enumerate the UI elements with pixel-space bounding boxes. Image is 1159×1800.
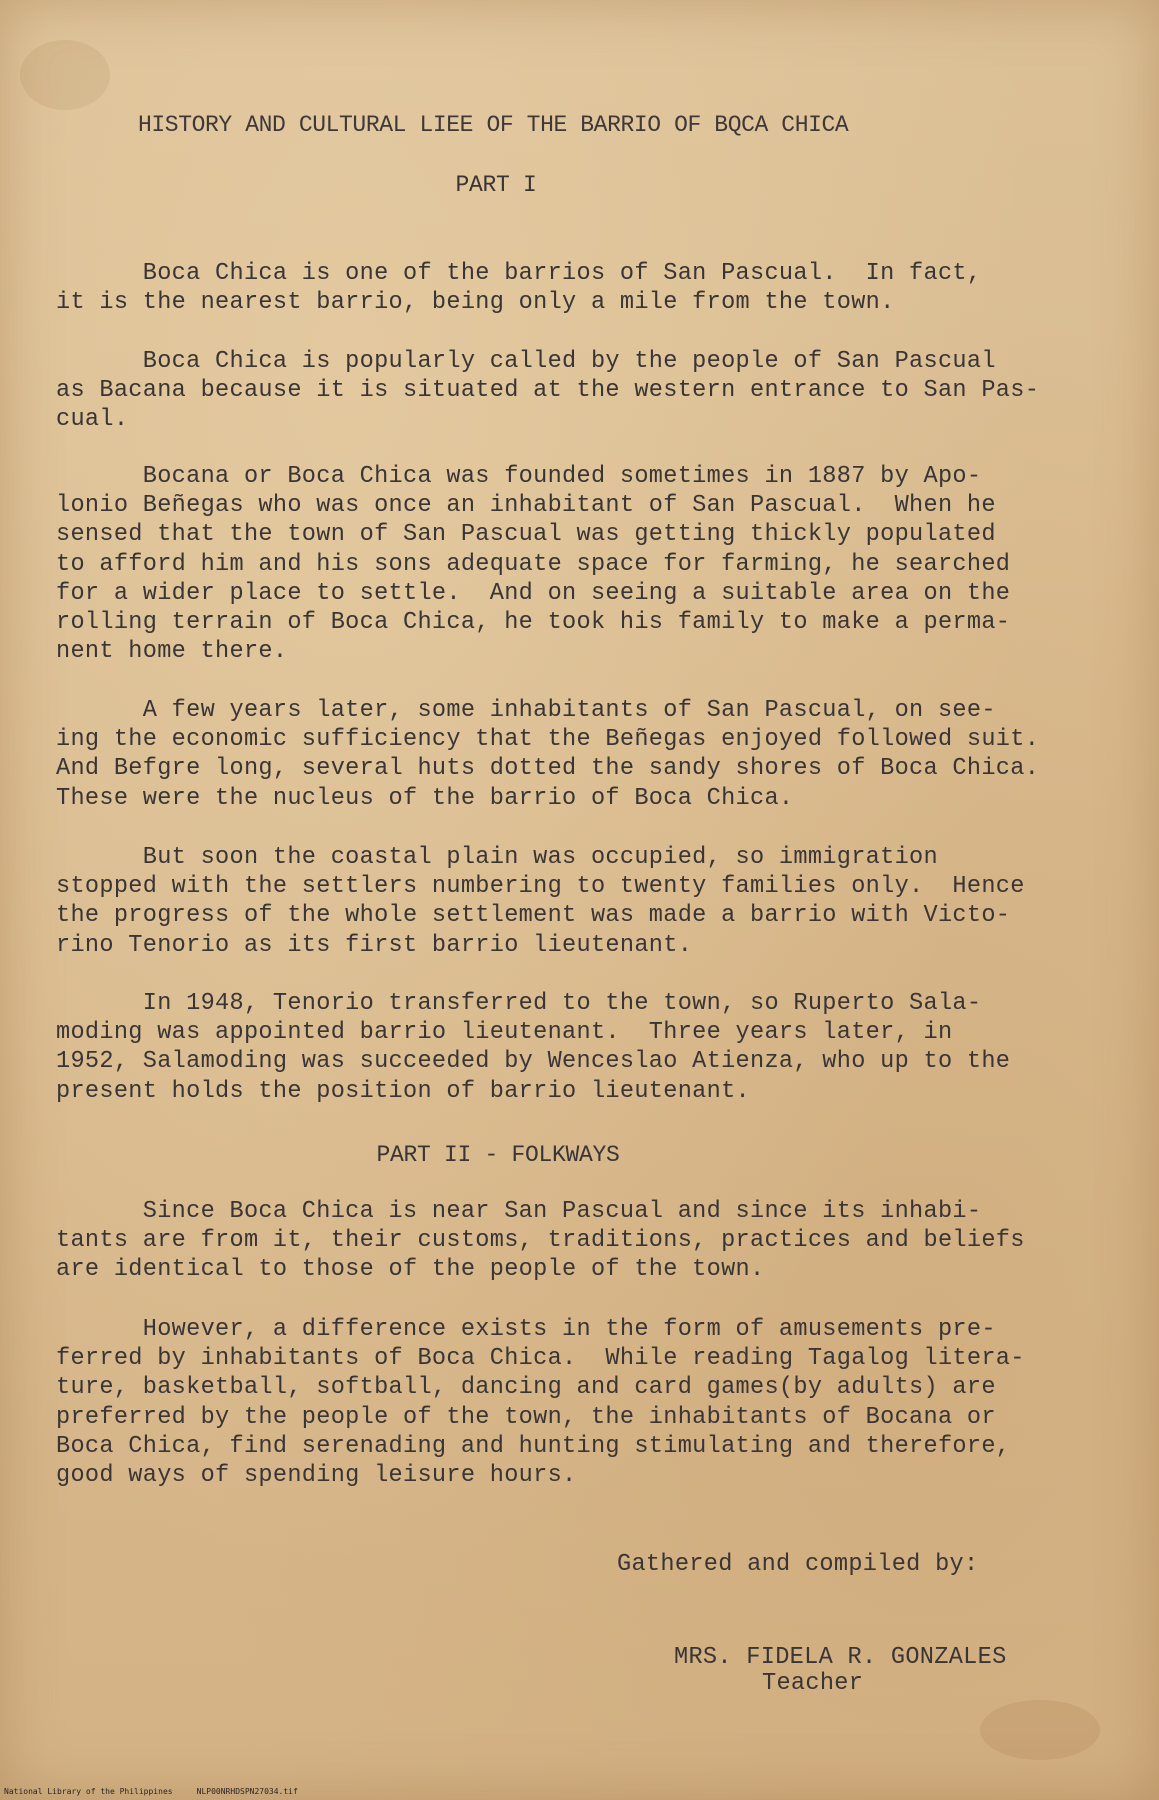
paragraph-line: In 1948, Tenorio transferred to the town, so Ruperto Sala- xyxy=(56,990,982,1017)
paragraph-line: And Befgre long, several huts dotted the sandy shores of Boca Chica. xyxy=(56,755,1040,783)
document-title: HISTORY AND CULTURAL LIEE OF THE BARRIO OF BQCA CHICA xyxy=(138,112,849,138)
paragraph-line: However, a difference exists in the form of amusements pre- xyxy=(56,1316,996,1343)
paragraph-line: These were the nucleus of the barrio of Boca Chica. xyxy=(56,784,794,812)
paragraph xyxy=(56,1197,1086,1285)
paragraph-line: ing the economic sufficiency that the Beñegas enjoyed followed suit. xyxy=(56,726,1040,754)
paragraph xyxy=(56,347,1086,435)
paragraph xyxy=(56,462,1086,666)
paragraph xyxy=(56,843,1086,960)
paragraph-line: Since Boca Chica is near San Pascual and since its inhabi- xyxy=(56,1198,982,1225)
archive-footer: National Library of the Philippines NLP00NRHDSPN27034.tif xyxy=(4,1787,298,1796)
paragraph xyxy=(56,1315,1086,1490)
paragraph-line: to afford him and his sons adequate space for farming, he searched xyxy=(56,550,1011,578)
part-one-heading: PART I xyxy=(455,172,537,198)
paragraph-line: moding was appointed barrio lieutenant. Three years later, in xyxy=(56,1019,953,1047)
paragraph-line: rolling terrain of Boca Chica, he took his family to make a perma- xyxy=(56,609,1011,637)
paragraph-line: nent home there. xyxy=(56,638,288,666)
paragraph-line: are identical to those of the people of the town. xyxy=(56,1256,765,1284)
paragraph xyxy=(56,989,1086,1106)
paragraph-line: But soon the coastal plain was occupied, so immigration xyxy=(56,844,938,871)
paragraph-line: 1952, Salamoding was succeeded by Wenceslao Atienza, who up to the xyxy=(56,1048,1011,1076)
paragraph-line: rino Tenorio as its first barrio lieutenant. xyxy=(56,931,693,959)
paragraph-line: ture, basketball, softball, dancing and card games(by adults) are xyxy=(56,1374,996,1402)
paragraph-line: tants are from it, their customs, traditions, practices and beliefs xyxy=(56,1227,1025,1255)
compiled-by-label: Gathered and compiled by: xyxy=(617,1551,979,1578)
paragraph xyxy=(56,259,1086,317)
paragraph-line: Bocana or Boca Chica was founded sometimes in 1887 by Apo- xyxy=(56,463,982,490)
paragraph-line: it is the nearest barrio, being only a mile from the town. xyxy=(56,289,895,317)
compiler-name: MRS. FIDELA R. GONZALES xyxy=(674,1644,1007,1671)
paragraph-line: Boca Chica is one of the barrios of San Pascual. In fact, xyxy=(56,260,982,287)
paragraph-line: good ways of spending leisure hours. xyxy=(56,1462,577,1490)
paragraph-line: lonio Beñegas who was once an inhabitant of San Pascual. When he xyxy=(56,492,996,520)
paragraph-line: A few years later, some inhabitants of San Pascual, on see- xyxy=(56,697,996,724)
paragraph-line: preferred by the people of the town, the inhabitants of Bocana or xyxy=(56,1403,996,1431)
paragraph-line: sensed that the town of San Pascual was getting thickly populated xyxy=(56,521,996,549)
paragraph-line: cual. xyxy=(56,406,129,434)
compiler-role: Teacher xyxy=(762,1670,864,1697)
part-two-heading: PART II - FOLKWAYS xyxy=(376,1142,620,1168)
paragraph xyxy=(56,696,1086,813)
paragraph-line: the progress of the whole settlement was made a barrio with Victo- xyxy=(56,902,1011,930)
paragraph-line: ferred by inhabitants of Boca Chica. While reading Tagalog litera- xyxy=(56,1345,1025,1373)
paragraph-line: Boca Chica is popularly called by the people of San Pascual xyxy=(56,348,996,375)
paper-stain xyxy=(980,1700,1100,1760)
paragraph-line: Boca Chica, find serenading and hunting stimulating and therefore, xyxy=(56,1432,1011,1460)
paragraph-line: for a wider place to settle. And on seeing a suitable area on the xyxy=(56,579,1011,607)
paragraph-line: stopped with the settlers numbering to twenty families only. Hence xyxy=(56,873,1025,901)
paper-stain xyxy=(20,40,110,110)
paragraph-line: present holds the position of barrio lieutenant. xyxy=(56,1077,751,1105)
paragraph-line: as Bacana because it is situated at the western entrance to San Pas- xyxy=(56,377,1040,405)
